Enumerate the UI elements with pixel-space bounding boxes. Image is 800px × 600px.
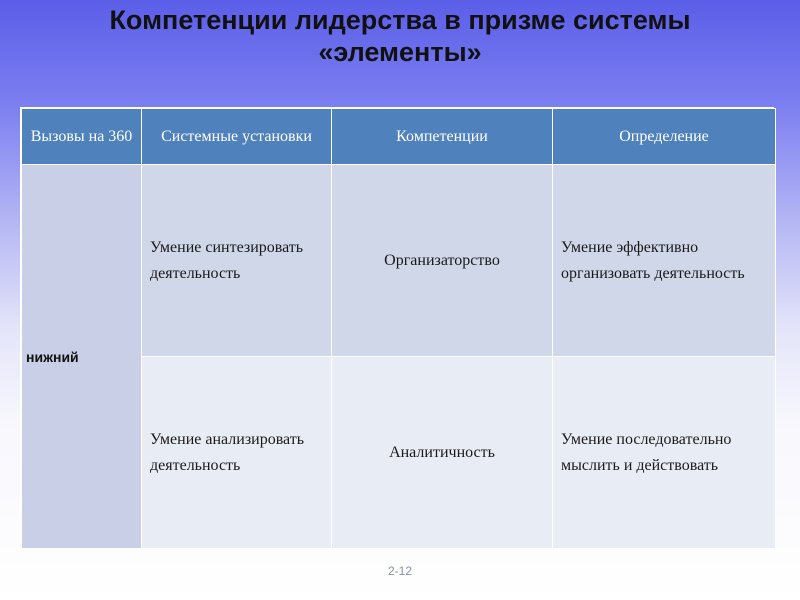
cell-system-setting: Умение анализировать деятельность xyxy=(142,357,332,549)
column-header-definition: Определение xyxy=(553,109,776,165)
column-header-challenges: Вызовы на 360 xyxy=(22,109,142,165)
slide-page-number: 2-12 xyxy=(387,564,413,578)
column-header-competencies: Компетенции xyxy=(332,109,553,165)
row-label-level: нижний xyxy=(22,165,142,549)
table-row xyxy=(22,165,776,357)
cell-competency: Аналитичность xyxy=(332,357,553,549)
slide-title-line-1: Компетенции лидерства в призме системы xyxy=(109,5,691,35)
cell-definition: Умение последовательно мыслить и действовать xyxy=(553,357,776,549)
competency-table xyxy=(20,107,774,547)
slide-title-line-2: «элементы» xyxy=(318,37,482,67)
competency-table-grid xyxy=(21,108,776,549)
table-header-row xyxy=(22,109,776,165)
slide-title xyxy=(0,4,800,68)
cell-competency: Организаторство xyxy=(332,165,553,357)
column-header-system-settings: Системные установки xyxy=(142,109,332,165)
cell-system-setting: Умение синтезировать деятельность xyxy=(142,165,332,357)
cell-definition: Умение эффективно организовать деятельность xyxy=(553,165,776,357)
